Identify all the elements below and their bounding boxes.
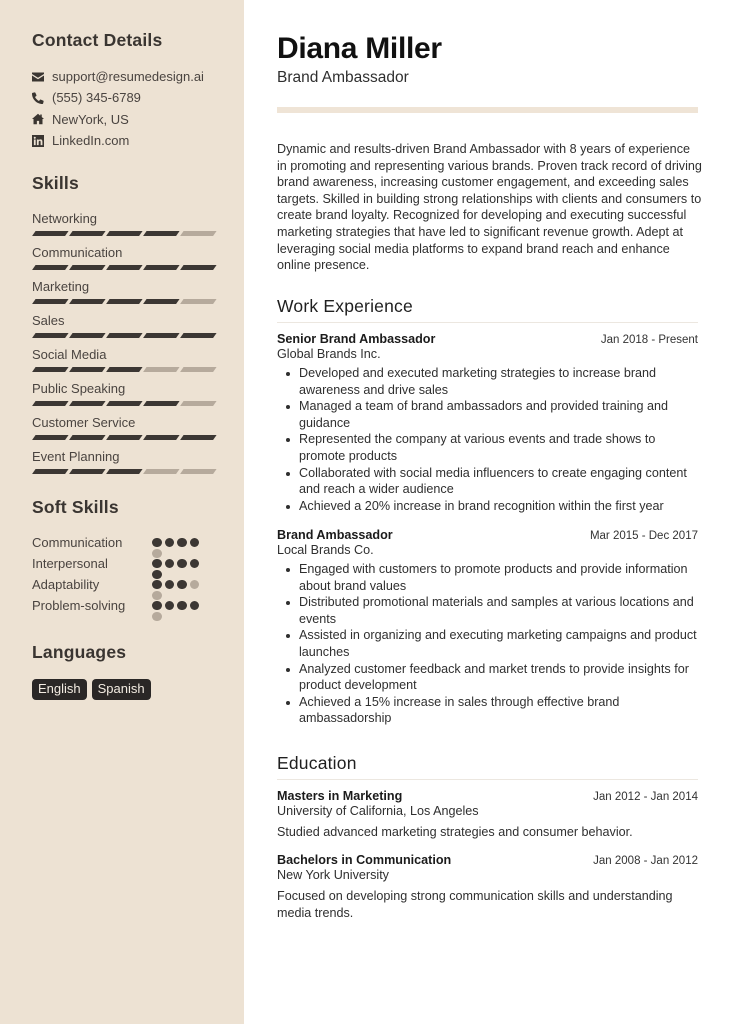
soft-skill-label: Interpersonal (32, 556, 108, 572)
bullet-item: Analyzed customer feedback and market trends to provide insights for product development (277, 661, 698, 694)
soft-skill-label: Communication (32, 535, 123, 551)
job-title: Brand Ambassador (277, 528, 393, 542)
company-name: Local Brands Co. (277, 543, 374, 557)
contact-heading: Contact Details (32, 30, 163, 50)
education-entry (277, 789, 698, 841)
education-description: Studied advanced marketing strategies and consumer behavior. (277, 825, 633, 839)
skill-label: Public Speaking (32, 381, 126, 397)
contact-email[interactable] (32, 66, 244, 87)
skill-rating-bar (32, 469, 244, 474)
bullet-item: Assisted in organizing and executing marketing campaigns and product launches (277, 627, 698, 660)
education-dates: Jan 2012 - Jan 2014 (593, 791, 698, 803)
skill-item (32, 380, 244, 406)
skill-rating-bar (32, 367, 244, 372)
school-name: New York University (277, 868, 389, 882)
candidate-title: Brand Ambassador (277, 69, 409, 86)
contact-list (32, 66, 244, 151)
skill-label: Sales (32, 313, 65, 329)
job-title: Senior Brand Ambassador (277, 332, 436, 346)
soft-skill-item (32, 595, 244, 616)
bullet-item: Achieved a 20% increase in brand recognition within the first year (277, 498, 698, 515)
skill-rating-bar (32, 231, 244, 236)
section-divider (277, 779, 698, 780)
envelope-icon (32, 71, 52, 83)
contact-linkedin-text: LinkedIn.com (52, 133, 130, 149)
bullet-item: Represented the company at various events and trade shows to promote products (277, 431, 698, 464)
languages-heading: Languages (32, 642, 127, 663)
skill-label: Networking (32, 211, 98, 227)
soft-skill-item (32, 574, 244, 595)
language-badge: English (32, 679, 87, 700)
skill-item (32, 278, 244, 304)
soft-skill-item (32, 532, 244, 553)
header-divider (277, 107, 698, 113)
contact-phone-text: (555) 345-6789 (52, 90, 141, 106)
skill-rating-bar (32, 401, 244, 406)
company-name: Global Brands Inc. (277, 347, 381, 361)
soft-skills-heading: Soft Skills (32, 497, 119, 518)
job-bullets (277, 365, 698, 514)
skill-item (32, 448, 244, 474)
soft-skill-rating-dots (152, 559, 199, 569)
language-badge: Spanish (92, 679, 151, 700)
soft-skill-label: Problem-solving (32, 598, 126, 614)
phone-icon (32, 92, 52, 104)
job-bullets (277, 561, 698, 727)
bullet-item: Distributed promotional materials and samples at various locations and events (277, 594, 698, 627)
skill-label: Marketing (32, 279, 90, 295)
candidate-name: Diana Miller (277, 32, 442, 65)
soft-skill-rating-dots (152, 538, 199, 548)
soft-skill-rating-dots (152, 580, 199, 590)
skill-label: Communication (32, 245, 123, 261)
summary-text: Dynamic and results-driven Brand Ambassador with 8 years of experience in promoting and representing various brands. Proven track record of driving brand awareness, increasing customer engagement, and exceeding sales targets. Skilled in building strong relationships with clients and consumers to create brand loyalty. Recognized for developing and executing successful marketing strategies that have led to significant revenue growth. Adept at leveraging social media platforms to expand brand reach and enhance online presence. (277, 142, 702, 273)
contact-linkedin[interactable] (32, 130, 244, 151)
skill-rating-bar (32, 435, 244, 440)
section-divider (277, 322, 698, 323)
skill-item (32, 346, 244, 372)
bullet-item: Developed and executed marketing strategies to increase brand awareness and drive sales (277, 365, 698, 398)
bullet-item: Managed a team of brand ambassadors and provided training and guidance (277, 398, 698, 431)
contact-email-text: support@resumedesign.ai (52, 69, 204, 85)
degree-title: Masters in Marketing (277, 789, 403, 803)
linkedin-icon (32, 135, 52, 147)
contact-location (32, 109, 244, 130)
soft-skill-rating-dots (152, 601, 199, 611)
skill-item (32, 414, 244, 440)
bullet-item: Achieved a 15% increase in sales through effective brand ambassadorship (277, 694, 698, 727)
education-heading: Education (277, 753, 357, 773)
skill-rating-bar (32, 299, 244, 304)
soft-skills-list (32, 532, 244, 616)
skill-item (32, 210, 244, 236)
school-name: University of California, Los Angeles (277, 804, 479, 818)
contact-location-text: NewYork, US (52, 111, 129, 127)
bullet-item: Collaborated with social media influencers to create engaging content and reach a wider audience (277, 465, 698, 498)
sidebar (0, 0, 244, 1024)
skill-rating-bar (32, 265, 244, 270)
degree-title: Bachelors in Communication (277, 853, 452, 867)
bullet-item: Engaged with customers to promote products and provide information about brand values (277, 561, 698, 594)
skill-label: Social Media (32, 347, 107, 363)
skills-heading: Skills (32, 173, 79, 194)
home-icon (32, 113, 52, 125)
skill-label: Customer Service (32, 415, 136, 431)
job-dates: Jan 2018 - Present (600, 334, 698, 346)
education-entry (277, 853, 698, 921)
languages-list (32, 679, 244, 700)
soft-skill-item (32, 553, 244, 574)
skills-list (32, 210, 244, 474)
education-description: Focused on developing strong communication skills and understanding media trends. (277, 889, 673, 920)
skill-rating-bar (32, 333, 244, 338)
skill-label: Event Planning (32, 449, 120, 465)
soft-skill-label: Adaptability (32, 577, 100, 593)
work-entry (277, 332, 698, 514)
skill-item (32, 244, 244, 270)
contact-phone[interactable] (32, 87, 244, 108)
education-dates: Jan 2008 - Jan 2012 (593, 855, 698, 867)
work-entry (277, 528, 698, 727)
skill-item (32, 312, 244, 338)
work-experience-heading: Work Experience (277, 296, 413, 316)
job-dates: Mar 2015 - Dec 2017 (589, 530, 698, 542)
